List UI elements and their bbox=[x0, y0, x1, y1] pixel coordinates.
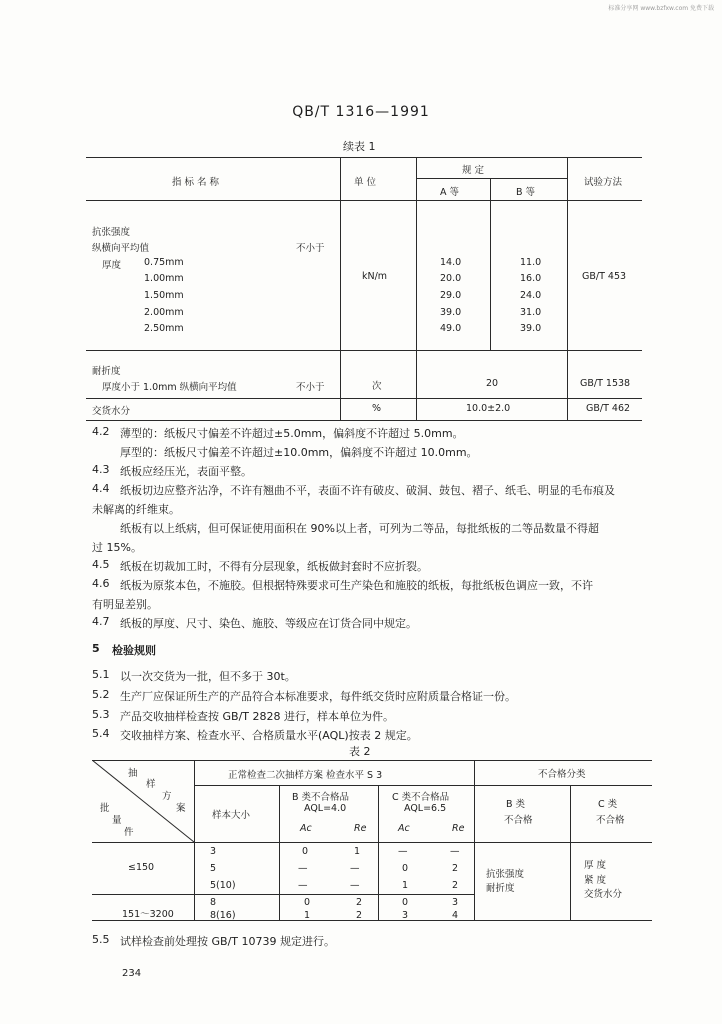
table-2-col-divider-2 bbox=[279, 785, 280, 920]
table-1-bottom-rule bbox=[86, 420, 642, 421]
clause-number: 4.2 bbox=[92, 425, 110, 438]
class-b-header: B 类不合格品 bbox=[292, 792, 350, 803]
standard-number: QB/T 1316—1991 bbox=[292, 104, 430, 120]
grade-b-value: 31.0 bbox=[520, 307, 542, 318]
clause-4-4-c: 纸板有以上纸病，但可保证使用面积在 90%以上者，可列为二等品，每批纸板的二等品数量不得超 bbox=[120, 522, 599, 535]
defect-header: 不合格分类 bbox=[538, 769, 586, 780]
sample-size-header: 样本大小 bbox=[212, 810, 251, 821]
table-1-caption: 续表 1 bbox=[343, 140, 376, 153]
c-class-label: C 类 bbox=[598, 799, 618, 810]
clause-number: 4.5 bbox=[92, 558, 110, 571]
table-1-spec-rule bbox=[416, 178, 567, 179]
sample-size: 3 bbox=[210, 846, 217, 857]
moisture-method: GB/T 462 bbox=[586, 403, 631, 414]
c-re-value: — bbox=[450, 846, 460, 857]
table-1-col-divider-1 bbox=[340, 157, 341, 420]
header-method: 试验方法 bbox=[584, 177, 623, 188]
grade-a-value: 29.0 bbox=[440, 290, 462, 301]
aql-c: AQL=6.5 bbox=[404, 803, 447, 814]
clause-number: 5.4 bbox=[92, 727, 110, 740]
c-re-value: 4 bbox=[452, 910, 459, 921]
clause-4-3: 纸板应经压光，表面平整。 bbox=[120, 465, 252, 478]
table-1-row-rule-1 bbox=[86, 350, 642, 351]
tensile-method: GB/T 453 bbox=[582, 271, 627, 282]
diag-label-fang: 方 bbox=[162, 791, 172, 802]
thickness-label: 厚度 bbox=[102, 260, 122, 271]
moisture-unit: % bbox=[372, 403, 382, 414]
header-grade-b: B 等 bbox=[516, 187, 536, 198]
thickness-value: 2.00mm bbox=[144, 307, 184, 318]
c-re-value: 3 bbox=[452, 897, 459, 908]
b-ac-value: 0 bbox=[302, 846, 309, 857]
grade-b-value: 39.0 bbox=[520, 323, 542, 334]
grade-a-value: 20.0 bbox=[440, 273, 462, 284]
table-2-header-rule bbox=[92, 842, 652, 843]
c-ac-value: — bbox=[398, 846, 408, 857]
folding-unit: 次 bbox=[372, 381, 382, 392]
c-re-value: 2 bbox=[452, 880, 459, 891]
re-c-header: Re bbox=[452, 823, 465, 834]
clause-5-5: 试样检查前处理按 GB/T 10739 规定进行。 bbox=[120, 935, 335, 948]
moisture-title: 交货水分 bbox=[92, 406, 131, 417]
diag-label-an: 案 bbox=[176, 803, 186, 814]
folding-value: 20 bbox=[486, 378, 499, 389]
grade-b-value: 16.0 bbox=[520, 273, 542, 284]
clause-4-4-a: 纸板切边应整齐沾净，不许有翘曲不平，表面不许有破皮、破洞、鼓包、褶子、纸毛、明显的毛布痕及 bbox=[120, 484, 615, 497]
clause-5-1: 以一次交货为一批，但不多于 30t。 bbox=[120, 670, 296, 683]
header-spec: 规 定 bbox=[462, 165, 485, 176]
b-ac-value: — bbox=[298, 863, 308, 874]
class-c-header: C 类不合格品 bbox=[392, 792, 450, 803]
table-1-top-rule bbox=[86, 157, 642, 158]
diag-label-pi: 批 bbox=[100, 803, 110, 814]
c-re-value: 2 bbox=[452, 863, 459, 874]
clause-number: 4.3 bbox=[92, 463, 110, 476]
c-nonconforming-label: 不合格 bbox=[596, 815, 625, 826]
b-defect-item: 抗张强度 bbox=[486, 869, 525, 880]
b-class-label: B 类 bbox=[506, 799, 526, 810]
clause-number: 5.3 bbox=[92, 708, 110, 721]
c-ac-value: 0 bbox=[402, 897, 409, 908]
tensile-limit: 不小于 bbox=[296, 243, 325, 254]
b-nonconforming-label: 不合格 bbox=[504, 815, 533, 826]
table-1-col-divider-4 bbox=[567, 157, 568, 420]
page-number: 234 bbox=[122, 968, 142, 979]
clause-number: 5.2 bbox=[92, 688, 110, 701]
table-2-lot-rule bbox=[92, 894, 474, 895]
moisture-value: 10.0±2.0 bbox=[466, 403, 511, 414]
clause-number: 4.7 bbox=[92, 615, 110, 628]
diag-label-liang: 量 bbox=[112, 815, 122, 826]
sample-size: 8(16) bbox=[210, 910, 236, 921]
plan-header: 正常检查二次抽样方案 检查水平 S 3 bbox=[228, 770, 383, 781]
clause-4-6-a: 纸板为原浆本色，不施胶。但根据特殊要求可生产染色和施胶的纸板，每批纸板色调应一致，不许 bbox=[120, 579, 593, 592]
thickness-value: 0.75mm bbox=[144, 257, 184, 268]
sample-size: 8 bbox=[210, 897, 217, 908]
clause-5-3: 产品交收抽样检查按 GB/T 2828 进行，样本单位为件。 bbox=[120, 710, 394, 723]
b-re-value: 2 bbox=[356, 910, 363, 921]
b-ac-value: — bbox=[298, 880, 308, 891]
re-b-header: Re bbox=[354, 823, 367, 834]
b-ac-value: 1 bbox=[304, 910, 311, 921]
diag-label-jian: 件 bbox=[124, 827, 134, 838]
header-unit: 单 位 bbox=[354, 177, 377, 188]
b-re-value: — bbox=[350, 863, 360, 874]
grade-b-value: 11.0 bbox=[520, 257, 542, 268]
b-defect-item: 耐折度 bbox=[486, 883, 515, 894]
header-indicator: 指 标 名 称 bbox=[172, 177, 220, 188]
tensile-title: 抗张强度 bbox=[92, 227, 131, 238]
table-2-caption: 表 2 bbox=[349, 745, 371, 758]
thickness-value: 1.00mm bbox=[144, 273, 184, 284]
table-2-col-divider-4 bbox=[474, 760, 475, 920]
table-1-row-rule-2 bbox=[86, 398, 642, 399]
table-1-col-divider-3 bbox=[490, 178, 491, 350]
clause-5-2: 生产厂应保证所生产的产品符合本标准要求，每件纸交货时应附质量合格证一份。 bbox=[120, 690, 516, 703]
b-re-value: 2 bbox=[356, 897, 363, 908]
folding-limit: 不小于 bbox=[296, 382, 325, 393]
clause-4-6-b: 有明显差别。 bbox=[92, 598, 158, 611]
ac-c-header: Ac bbox=[398, 823, 410, 834]
lot-size-1: ≤150 bbox=[128, 862, 155, 873]
c-defect-item: 紧 度 bbox=[584, 875, 607, 886]
table-2-col-divider-5 bbox=[570, 785, 571, 920]
table-1-col-divider-2 bbox=[416, 157, 417, 420]
folding-method: GB/T 1538 bbox=[580, 378, 631, 389]
c-ac-value: 0 bbox=[402, 863, 409, 874]
aql-b: AQL=4.0 bbox=[304, 803, 347, 814]
grade-a-value: 49.0 bbox=[440, 323, 462, 334]
c-defect-item: 厚 度 bbox=[584, 860, 607, 871]
section-title: 检验规则 bbox=[112, 644, 156, 657]
thickness-value: 1.50mm bbox=[144, 290, 184, 301]
folding-title: 耐折度 bbox=[92, 366, 121, 377]
grade-a-value: 39.0 bbox=[440, 307, 462, 318]
clause-number: 5.1 bbox=[92, 668, 110, 681]
diag-label-yang: 样 bbox=[146, 779, 156, 790]
tensile-subtitle: 纵横向平均值 bbox=[92, 243, 150, 254]
b-ac-value: 0 bbox=[304, 897, 311, 908]
ac-b-header: Ac bbox=[300, 823, 312, 834]
diag-label-sample: 抽 bbox=[128, 768, 138, 779]
clause-number: 5.5 bbox=[92, 933, 110, 946]
thickness-value: 2.50mm bbox=[144, 323, 184, 334]
watermark-text: 标准分享网 www.bzfxw.com 免费下载 bbox=[608, 5, 714, 12]
table-2-col-divider-1 bbox=[194, 760, 195, 920]
table-2-bottom-rule bbox=[92, 920, 652, 921]
tensile-unit: kN/m bbox=[362, 271, 388, 282]
b-re-value: 1 bbox=[354, 846, 361, 857]
table-2-col-divider-3 bbox=[378, 785, 379, 920]
section-number: 5 bbox=[92, 642, 100, 655]
c-ac-value: 3 bbox=[402, 910, 409, 921]
clause-4-2-b: 厚型的：纸板尺寸偏差不许超过±10.0mm，偏斜度不许超过 10.0mm。 bbox=[120, 446, 478, 459]
sample-size: 5(10) bbox=[210, 880, 236, 891]
table-2-subheader-rule bbox=[194, 785, 652, 786]
grade-a-value: 14.0 bbox=[440, 257, 462, 268]
folding-desc: 厚度小于 1.0mm 纵横向平均值 bbox=[102, 382, 237, 393]
table-1-header-rule bbox=[86, 200, 642, 201]
clause-4-4-b: 未解离的纤维束。 bbox=[92, 503, 180, 516]
clause-5-4: 交收抽样方案、检查水平、合格质量水平(AQL)按表 2 规定。 bbox=[120, 729, 418, 742]
c-ac-value: 1 bbox=[402, 880, 409, 891]
sample-size: 5 bbox=[210, 863, 217, 874]
clause-4-4-d: 过 15%。 bbox=[92, 541, 142, 554]
clause-number: 4.4 bbox=[92, 482, 110, 495]
grade-b-value: 24.0 bbox=[520, 290, 542, 301]
clause-4-5: 纸板在切裁加工时，不得有分层现象，纸板做封套时不应折裂。 bbox=[120, 560, 428, 573]
c-defect-item: 交货水分 bbox=[584, 889, 623, 900]
clause-4-7: 纸板的厚度、尺寸、染色、施胶、等级应在订货合同中规定。 bbox=[120, 617, 417, 630]
header-grade-a: A 等 bbox=[440, 187, 460, 198]
clause-4-2-a: 薄型的：纸板尺寸偏差不许超过±5.0mm，偏斜度不许超过 5.0mm。 bbox=[120, 427, 464, 440]
lot-size-2: 151～3200 bbox=[122, 909, 174, 920]
b-re-value: — bbox=[350, 880, 360, 891]
clause-number: 4.6 bbox=[92, 577, 110, 590]
